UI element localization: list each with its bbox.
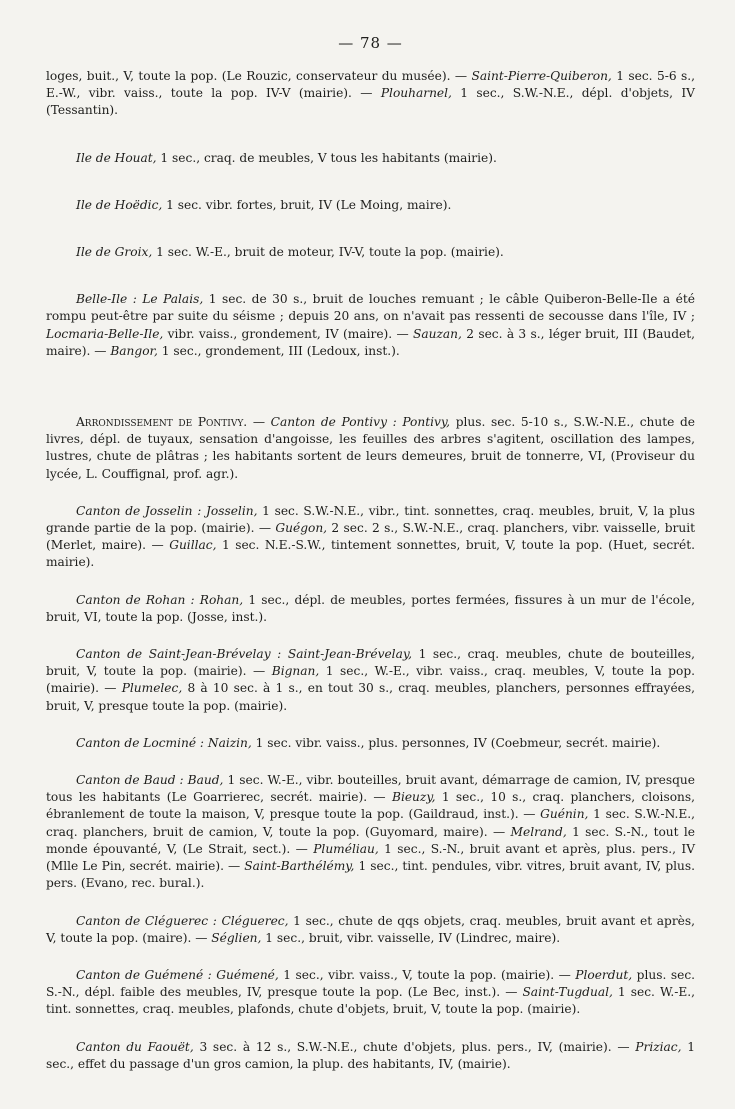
paragraph-3	[46, 244, 695, 261]
paragraph-7	[46, 592, 695, 626]
paragraph-12	[46, 967, 695, 1019]
place-name: Plumelec,	[121, 681, 183, 696]
text-run: 3 sec. à 12 s., S.W.-N.E., chute d'objets, plus. pers., IV, (mairie). —	[193, 1039, 636, 1054]
paragraph-4	[46, 291, 695, 360]
text-run: 2 sec. à 3 s., léger bruit, III (Baudet, maire). —	[46, 326, 695, 358]
place-name: Ile de Groix,	[76, 245, 153, 260]
text-run: plus. sec. S.-N., dépl. faible des meubles, IV, presque toute la pop. (Le Bec, inst.). —	[46, 967, 696, 1000]
text-run: 1 sec., S.W.-N.E., dépl. d'objets, IV (Tessantin).	[46, 86, 695, 118]
place-name: Canton de Pontivy : Pontivy,	[270, 415, 451, 430]
paragraph-9	[46, 735, 695, 752]
text-run: 1 sec., bruit, vibr. vaisselle, IV (Lindrec, maire).	[261, 930, 561, 945]
section-heading: Arrondissement de Pontivy.	[76, 415, 248, 430]
paragraph-2	[46, 197, 695, 214]
text-run: 1 sec., W.-E., vibr. vaiss., craq. meubles, V, toute la pop. (mairie). —	[46, 664, 695, 696]
place-name: Canton de Locminé : Naizin,	[76, 735, 252, 750]
paragraph-8	[46, 646, 695, 715]
place-name: Saint-Tugdual,	[522, 985, 613, 1000]
text-run: 1 sec. W.-E., vibr. bouteilles, bruit avant, démarrage de camion, IV, presque tous les habitants (Le Goarrierec, secrét. mairie). —	[46, 773, 695, 805]
paragraph-11	[46, 913, 695, 947]
place-name: Locmaria-Belle-Ile,	[46, 326, 164, 341]
text-run: 1 sec., craq. meubles, chute de bouteilles, bruit, V, toute la pop. (mairie). —	[46, 647, 695, 679]
text-run: plus. sec. 5-10 s., S.W.-N.E., chute de livres, dépl. de tuyaux, sensation d'angoisse, les feuilles des arbres s'agitent, oscillation des lampes, lustres, chute de plâtras ; les habitants sortent de leurs demeures, bruit de tonnerre, VI, (Proviseur du lycée, L. Couffignal, prof. agr.).	[46, 415, 696, 481]
place-name: Saint-Pierre-Quiberon,	[471, 69, 612, 83]
place-name: Canton de Saint-Jean-Brévelay : Saint-Jean-Brévelay,	[76, 647, 412, 662]
place-name: Séglien,	[211, 930, 262, 945]
text-run: 1 sec., dépl. de meubles, portes fermées, fissures à un mur de l'école, bruit, VI, toute la pop. (Josse, inst.).	[46, 592, 695, 624]
paragraph-6	[46, 503, 695, 572]
place-name: Ile de Houat,	[76, 150, 157, 165]
text-run: 1 sec., S.-N., bruit avant et après, plus. pers., IV (Mlle Le Pin, secrét. mairie). —	[46, 841, 695, 874]
place-name: Guillac,	[169, 538, 217, 553]
paragraph-5	[46, 414, 695, 483]
place-name: Ile de Hoëdic,	[76, 197, 163, 212]
text-run: 1 sec. W.-E., tint. sonnettes, craq. meubles, plafonds, chute d'objets, bruit, V, toute la pop. (mairie).	[46, 985, 695, 1017]
text-run: 1 sec., effet du passage d'un gros camion, la plup. des habitants, IV, (mairie).	[46, 1039, 696, 1071]
paragraph-10	[46, 772, 695, 892]
place-name: Bangor,	[110, 343, 158, 358]
text-run: 1 sec. de 30 s., bruit de louches remuant ; le câble Quiberon-Belle-Ile a été rompu peut-être par suite du séisme ; depuis 20 ans, on n'avait pas ressenti de secousse dans l'île, IV ;	[46, 292, 695, 324]
text-run: —	[247, 415, 271, 430]
paragraph-0	[46, 68, 695, 120]
text-run: 1 sec., vibr. vaiss., V, toute la pop. (mairie). —	[278, 967, 576, 982]
place-name: Bignan,	[271, 664, 320, 679]
place-name: Guénin,	[540, 807, 589, 822]
text-run: 1 sec. 5-6 s., E.-W., vibr. vaiss., toute la pop. IV-V (mairie). —	[46, 69, 695, 101]
text-run: 8 à 10 sec. à 1 s., en tout 30 s., craq. meubles, planchers, personnes effrayées, bruit, V, presque toute la pop. (mairie).	[46, 681, 695, 713]
place-name: Guégon,	[275, 521, 328, 536]
text-run: 1 sec. S.W.-N.E., vibr., tint. sonnettes, craq. meubles, bruit, V, la plus grande partie de la pop. (mairie). —	[46, 503, 695, 536]
text-run: vibr. vaiss., grondement, IV (maire). —	[163, 326, 414, 341]
place-name: Canton de Rohan : Rohan,	[76, 592, 244, 607]
text-run: 1 sec., chute de qqs objets, craq. meubles, bruit avant et après, V, toute la pop. (maire). —	[46, 913, 695, 945]
document-body	[46, 68, 695, 1073]
text-run: 1 sec., tint. pendules, vibr. vitres, bruit avant, IV, plus. pers. (Evano, rec. bural.).	[46, 859, 695, 891]
page-number: — 78 —	[338, 34, 403, 52]
place-name: Canton du Faouët,	[76, 1039, 194, 1054]
place-name: Ploerdut,	[575, 967, 633, 982]
text-run: 1 sec., 10 s., craq. planchers, cloisons, ébranlement de toute la maison, V, presque toute la pop. (Gaildraud, inst.). —	[46, 790, 696, 822]
paragraph-13	[46, 1039, 695, 1073]
place-name: Saint-Barthélémy,	[244, 859, 355, 874]
place-name: Canton de Baud : Baud,	[76, 773, 224, 788]
text-run: 1 sec., grondement, III (Ledoux, inst.).	[157, 343, 400, 358]
place-name: Belle-Ile : Le Palais,	[76, 292, 204, 307]
place-name: Canton de Cléguerec : Cléguerec,	[76, 913, 289, 928]
place-name: Sauzan,	[413, 326, 462, 341]
place-name: Melrand,	[510, 824, 567, 839]
text-run: 1 sec. S.W.-N.E., craq. planchers, bruit de camion, V, toute la pop. (Guyomard, maire). —	[46, 807, 695, 839]
place-name: Plouharnel,	[380, 86, 452, 101]
place-name: Pluméliau,	[313, 841, 379, 856]
text-run: 1 sec. S.-N., tout le monde épouvanté, V, (Le Strait, sect.). —	[46, 824, 696, 856]
text-run: 1 sec. vibr. fortes, bruit, IV (Le Moing, maire).	[162, 197, 452, 212]
place-name: Bieuzy,	[391, 790, 436, 805]
text-run: 1 sec., craq. de meubles, V tous les habitants (mairie).	[156, 150, 497, 165]
text-run: 1 sec. N.E.-S.W., tintement sonnettes, bruit, V, toute la pop. (Huet, secrét. mairie).	[46, 538, 695, 570]
place-name: Priziac,	[635, 1039, 682, 1054]
text-run: loges, buit., V, toute la pop. (Le Rouzic, conservateur du musée). —	[46, 69, 472, 83]
text-run: 1 sec. W.-E., bruit de moteur, IV-V, toute la pop. (mairie).	[152, 245, 504, 260]
text-run: 1 sec. vibr. vaiss., plus. personnes, IV (Coebmeur, secrét. mairie).	[251, 735, 661, 750]
text-run: 2 sec. 2 s., S.W.-N.E., craq. planchers, vibr. vaisselle, bruit (Merlet, maire). —	[46, 521, 696, 553]
place-name: Canton de Guémené : Guémené,	[76, 967, 279, 982]
place-name: Canton de Josselin : Josselin,	[76, 503, 258, 518]
paragraph-1	[46, 150, 695, 167]
